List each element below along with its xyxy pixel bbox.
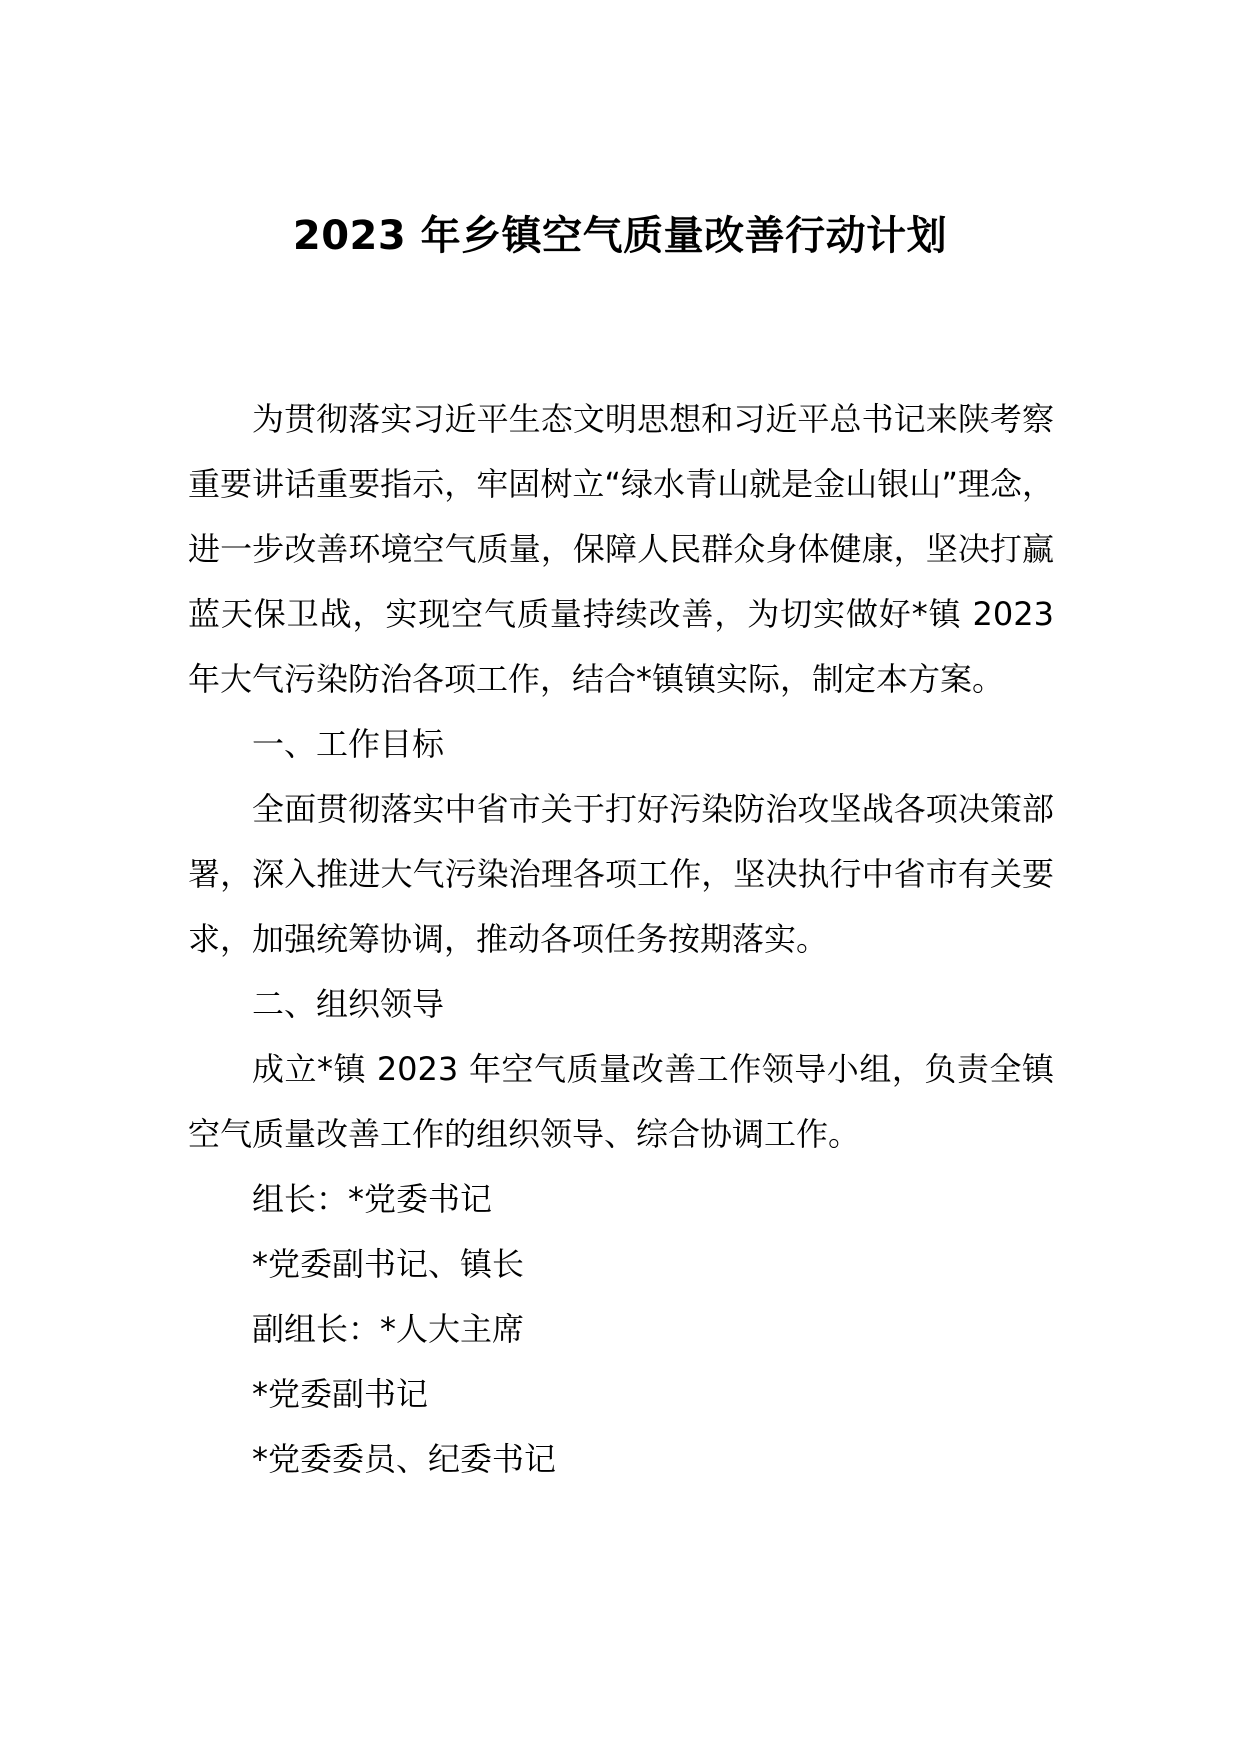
deputy-leader-line-2: *党委副书记 <box>252 1375 429 1413</box>
document-title: 2023 年乡镇空气质量改善行动计划 <box>292 213 948 259</box>
intro-paragraph: 为贯彻落实习近平生态文明思想和习近平总书记来陕考察重要讲话重要指示，牢固树立“绿水青山就是金山银山”理念，进一步改善环境空气质量，保障人民群众身体健康，坚决打赢蓝天保卫战，实现空气质量持续改善，为切实做好*镇 2023 年大气污染防治各项工作，结合*镇镇实际，制定本方案。 <box>188 400 1054 698</box>
deputy-leader-line-3: *党委委员、纪委书记 <box>252 1440 557 1478</box>
deputy-leader-line: 副组长：*人大主席 <box>252 1310 525 1348</box>
section-heading-goals: 一、工作目标 <box>252 725 445 763</box>
leadership-paragraph: 成立*镇 2023 年空气质量改善工作领导小组，负责全镇空气质量改善工作的组织领导、综合协调工作。 <box>188 1050 1054 1153</box>
section-heading-leadership: 二、组织领导 <box>252 985 445 1023</box>
team-leader-line: 组长：*党委书记 <box>252 1180 493 1218</box>
goals-paragraph: 全面贯彻落实中省市关于打好污染防治攻坚战各项决策部署，深入推进大气污染治理各项工作，坚决执行中省市有关要求，加强统筹协调，推动各项任务按期落实。 <box>188 790 1054 958</box>
document-body <box>188 387 1054 1492</box>
team-leader-line-2: *党委副书记、镇长 <box>252 1245 525 1283</box>
